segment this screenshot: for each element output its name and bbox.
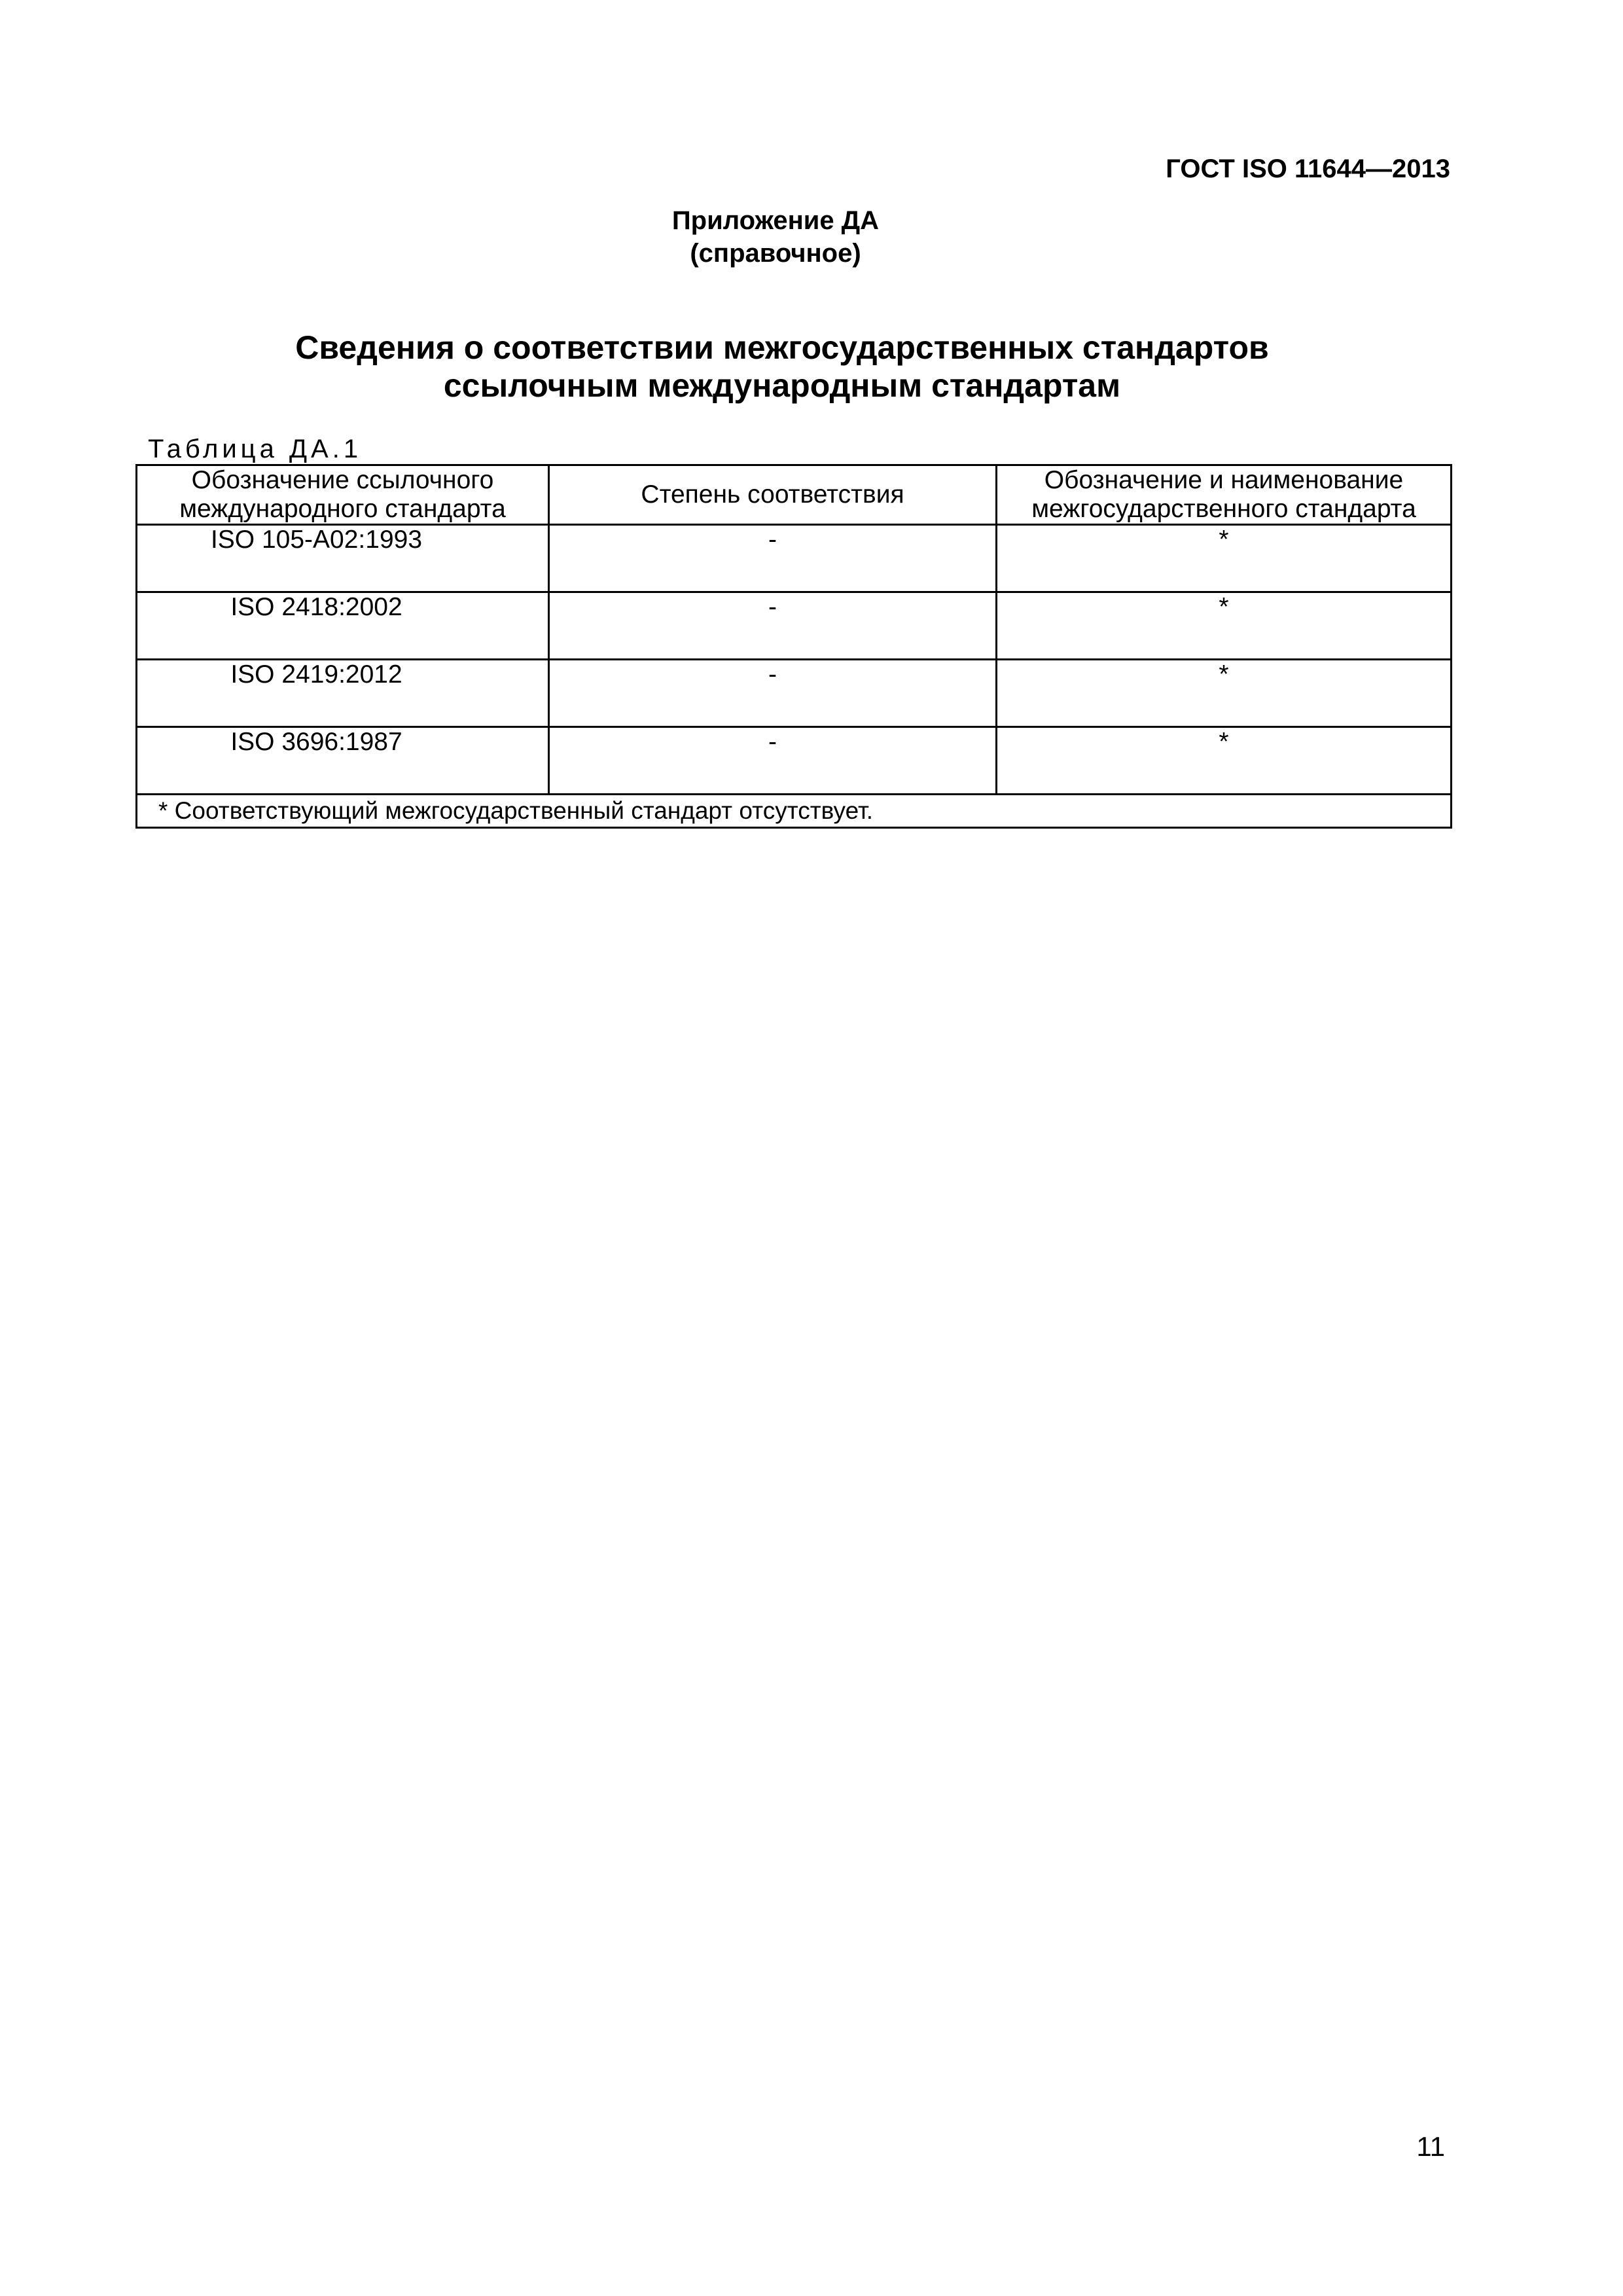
cell-interstate-standard: * <box>997 660 1452 727</box>
page-number: 11 <box>1416 2131 1445 2162</box>
document-code: ГОСТ ISO 11644—2013 <box>1166 154 1450 183</box>
cell-degree: - <box>549 592 997 660</box>
table-caption: Таблица ДА.1 <box>148 435 363 463</box>
column-header-line: Обозначение ссылочного <box>191 466 494 494</box>
cell-reference-standard: ISO 105-A02:1993 <box>137 525 549 592</box>
cell-interstate-standard: * <box>997 525 1452 592</box>
correspondence-table <box>135 464 1452 829</box>
table-footnote: * Соответствующий межгосударственный стандарт отсутствует. <box>137 795 1452 828</box>
table-row <box>137 592 1452 660</box>
column-header-line: Обозначение и наименование <box>1044 466 1404 494</box>
table-row <box>137 525 1452 592</box>
column-header-interstate-standard <box>997 465 1452 525</box>
section-title-line-2: ссылочным международным стандартам <box>443 367 1121 404</box>
section-title <box>0 329 1564 404</box>
cell-degree: - <box>549 660 997 727</box>
cell-interstate-standard: * <box>997 592 1452 660</box>
section-title-line-1: Сведения о соответствии межгосударственных стандартов <box>295 329 1269 366</box>
cell-reference-standard: ISO 2418:2002 <box>137 592 549 660</box>
table-header-row <box>137 465 1452 525</box>
column-header-reference-standard <box>137 465 549 525</box>
column-header-degree <box>549 465 997 525</box>
column-header-line: международного стандарта <box>179 495 506 523</box>
appendix-heading <box>0 204 1551 270</box>
cell-reference-standard: ISO 2419:2012 <box>137 660 549 727</box>
table-row <box>137 660 1452 727</box>
cell-reference-standard: ISO 3696:1987 <box>137 727 549 795</box>
column-header-line: межгосударственного стандарта <box>1031 495 1416 523</box>
cell-degree: - <box>549 727 997 795</box>
cell-degree: - <box>549 525 997 592</box>
cell-interstate-standard: * <box>997 727 1452 795</box>
table-row <box>137 727 1452 795</box>
column-header-line: Степень соответствия <box>641 480 904 509</box>
appendix-kind: (справочное) <box>690 239 861 268</box>
appendix-title: Приложение ДА <box>671 206 880 235</box>
table-footnote-row <box>137 795 1452 828</box>
